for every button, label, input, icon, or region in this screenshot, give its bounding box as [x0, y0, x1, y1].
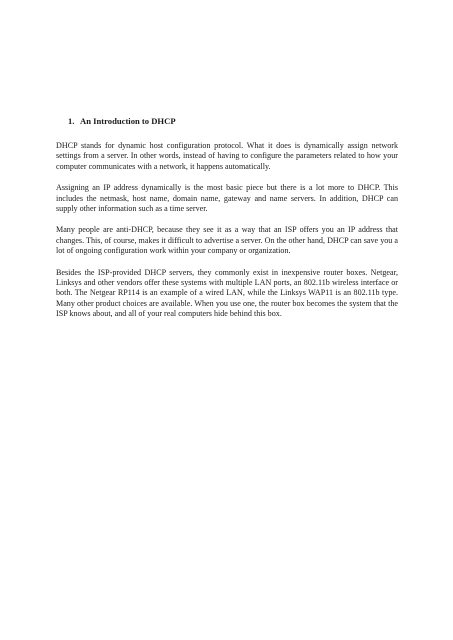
document-body: [56, 116, 398, 331]
section-heading: [68, 116, 398, 127]
paragraph-dhcp-settings: Assigning an IP address dynamically is the most basic piece but there is a lot more to DHCP. This includes the netmask, host name, domain name, gateway and name servers. In addition, DHCP can supply other information such as a time server.: [56, 183, 398, 214]
section-title: An Introduction to DHCP: [80, 116, 176, 126]
paragraph-dhcp-definition: DHCP stands for dynamic host configuration protocol. What it does is dynamically assign network settings from a server. In other words, instead of having to configure the parameters related to how your computer communicates with a network, it happens automatically.: [56, 141, 398, 171]
paragraph-router-boxes: Besides the ISP-provided DHCP servers, they commonly exist in inexpensive router boxes. Netgear, Linksys and other vendors offer these systems with multiple LAN ports, an 802.11b wireless interface or both. The Netgear RP114 is an example of a wired LAN, while the Linksys WAP11 is an 802.11b type. Many other product choices are available. When you use one, the router box becomes the system that the ISP knows about, and all of your real computers hide behind this box.: [56, 267, 398, 319]
paragraph-anti-dhcp: Many people are anti-DHCP, because they see it as a way that an ISP offers you an IP address that changes. This, of course, makes it difficult to advertise a server. On the other hand, DHCP can save you a lot of ongoing configuration work within your company or organization.: [56, 225, 398, 256]
section-number: 1.: [68, 116, 75, 126]
